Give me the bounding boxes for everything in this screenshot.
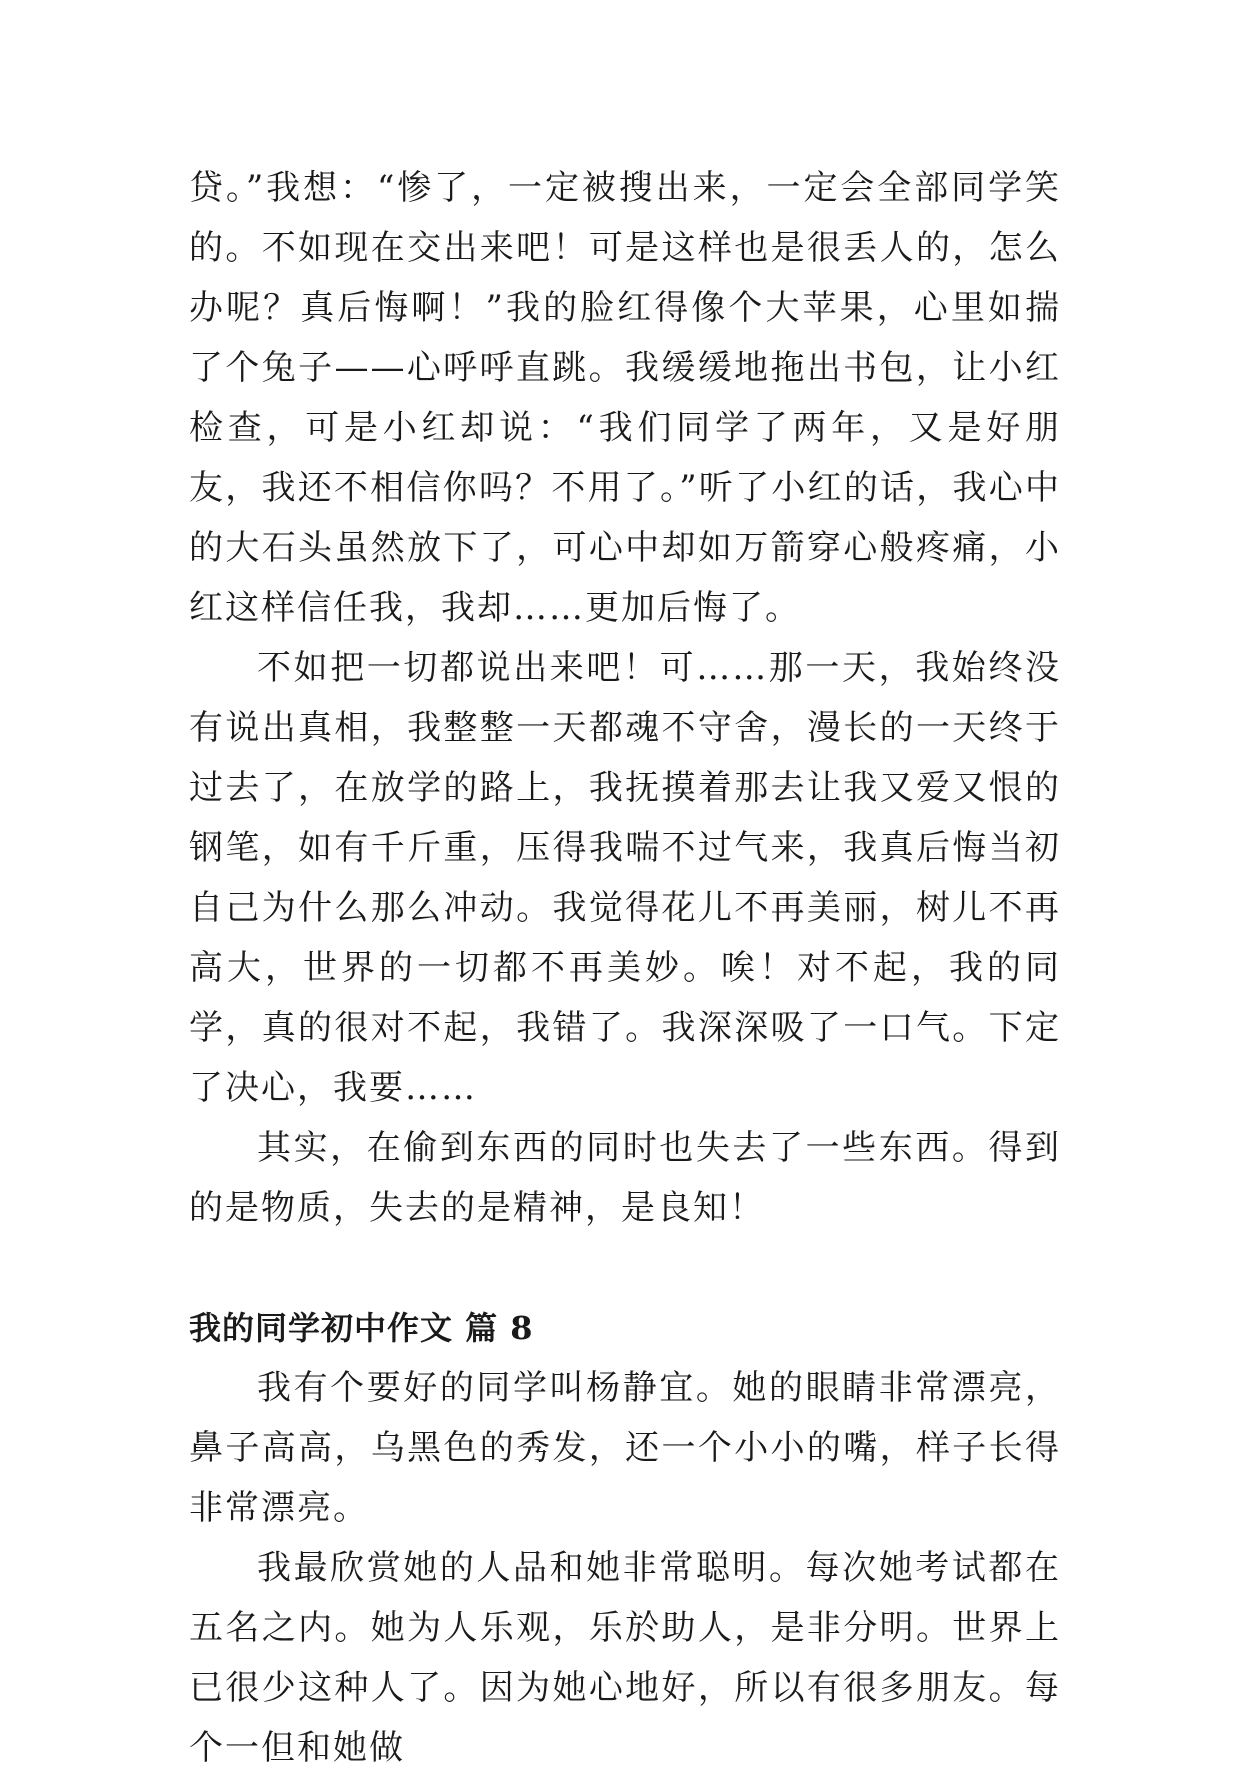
paragraph: 我最欣赏她的人品和她非常聪明。每次她考试都在五名之内。她为人乐观，乐於助人，是非分明。世界上已很少这种人了。因为她心地好，所以有很多朋友。每个一但和她做 (189, 1548, 1061, 1768)
paragraph: 不如把一切都说出来吧！可……那一天，我始终没有说出真相，我整整一天都魂不守舍，漫长的一天终于过去了，在放学的路上，我抚摸着那去让我又爱又恨的钢笔，如有千斤重，压得我喘不过气来，我真后悔当初自己为什么那么冲动。我觉得花儿不再美丽，树儿不再高大，世界的一切都不再美妙。唉！对不起，我的同学，真的很对不起，我错了。我深深吸了一口气。下定了决心，我要…… (189, 648, 1061, 1108)
section-title: 我的同学初中作文 篇 8 (189, 1309, 534, 1347)
paragraph-continued: 贷。”我想：“惨了，一定被搜出来，一定会全部同学笑的。不如现在交出来吧！可是这样也是很丢人的，怎么办呢？真后悔啊！”我的脸红得像个大苹果，心里如揣了个兔子——心呼呼直跳。我缓缓地拖出书包，让小红检查，可是小红却说：“我们同学了两年，又是好朋友，我还不相信你吗？不用了。”听了小红的话，我心中的大石头虽然放下了，可心中却如万箭穿心般疼痛，小红这样信任我，我却……更加后悔了。 (189, 168, 1061, 628)
paragraph: 我有个要好的同学叫杨静宜。她的眼睛非常漂亮，鼻子高高，乌黑色的秀发，还一个小小的嘴，样子长得非常漂亮。 (189, 1368, 1061, 1528)
paragraph: 其实，在偷到东西的同时也失去了一些东西。得到的是物质，失去的是精神，是良知！ (189, 1128, 1061, 1228)
document-page (189, 158, 1061, 1778)
section-spacer (189, 1238, 1061, 1298)
